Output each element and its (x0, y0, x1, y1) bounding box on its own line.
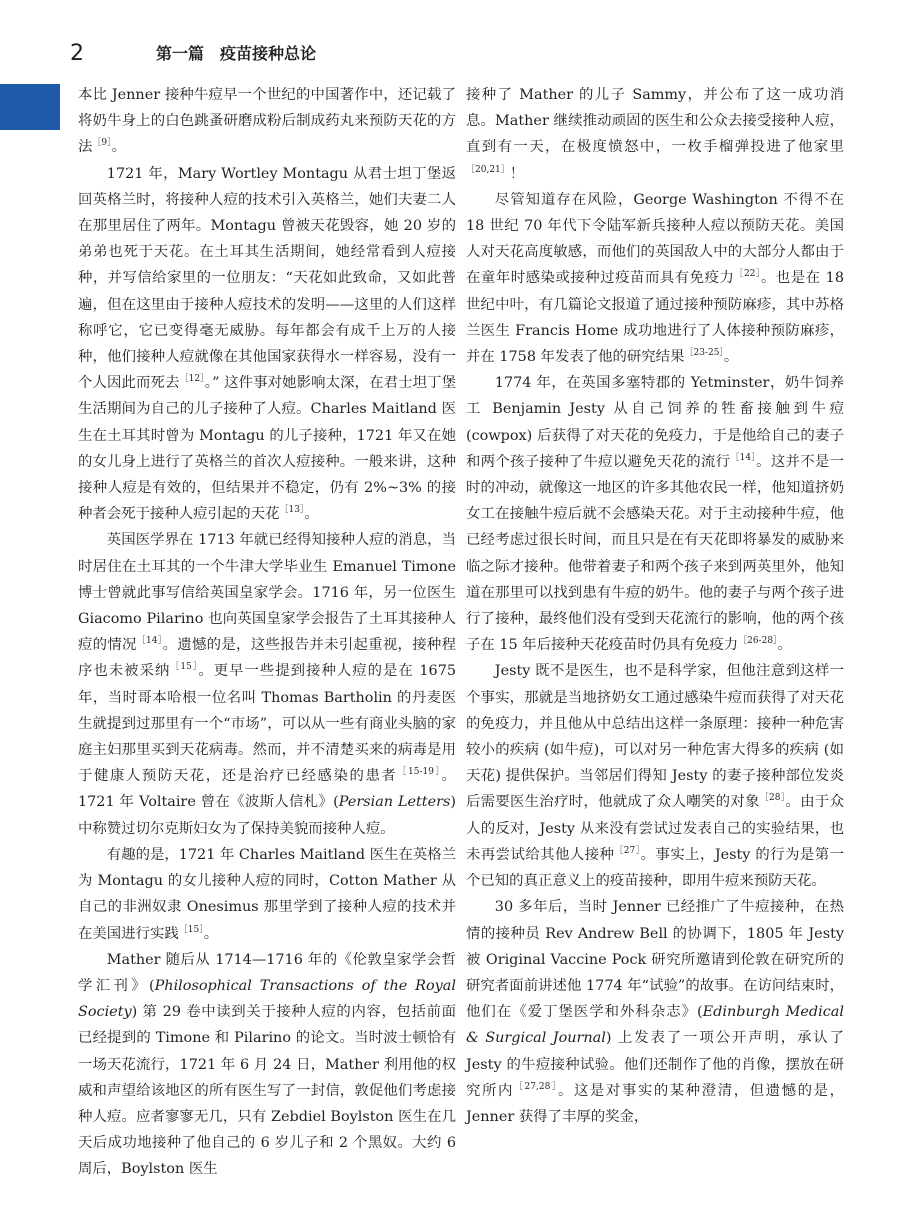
citation: ［20,21］ (466, 164, 510, 175)
citation: ［27,28］ (513, 1081, 558, 1092)
citation: ［26-28］ (738, 636, 778, 647)
paragraph: 1774 年，在英国多塞特郡的 Yetminster，奶牛饲养工 Benjamin Jesty 从自己饲养的牲畜接触到牛痘 (cowpox) 后获得了对天花的免疫力，于是他给自己的妻子和两个孩子接种了牛痘以避免天花的流行$^{[14]}$。这并不是一时的冲动，就像这一地区的许多其他农民一样，他知道挤奶女工在接触牛痘后就不会感染天花。对于主动接种牛痘，他已经考虑过很长时间，而且只是在有天花即将暴发的威胁来临之际才接种。他带着妻子和两个孩子来到两英里外，他知道在那里可以找到患有牛痘的奶牛。他的妻子与两个孩子进行了接种，最终他们没有受到天花流行的影响，他的两个孩子在 15 年后接种天花疫苗时仍具有免疫力$^{[26-28]}$。 (466, 375, 844, 654)
left-column (78, 82, 456, 1183)
paragraph: 英国医学界在 1713 年就已经得知接种人痘的消息，当时居住在土耳其的一个牛津大学毕业生 Emanuel Timone 博士曾就此事写信给英国皇家学会。1716 年，另一位医生 Giacomo Pilarino 也向英国皇家学会报告了土耳其接种人痘的情况$^{[14]}$。遗憾的是，这些报告并未引起重视，接种程序也未被采纳$^{[15]}$。更早一些提到接种人痘的是在 1675 年，当时哥本哈根一位名叫 Thomas Bartholin 的丹麦医生就提到过那里有一个“市场”，可以从一些有商业头脑的家庭主妇那里买到天花病毒。然而，并不清楚买来的病毒是用于健康人预防天花，还是治疗已经感染的患者$^{[15-19]}$。1721 年 Voltaire 曾在《波斯人信札》(Persian Letters) 中称赞过切尔克斯妇女为了保持美貌而接种人痘。 (78, 532, 457, 837)
citation: ［14］ (730, 453, 757, 464)
citation: ［15］ (170, 662, 199, 673)
citation: ［15］ (178, 924, 204, 935)
chapter-tab-marker (0, 84, 60, 130)
citation: ［27］ (614, 846, 641, 857)
page-number: 2 (70, 41, 84, 66)
page-header (70, 40, 860, 74)
citation: ［9］ (92, 138, 112, 149)
paragraph: 有趣的是，1721 年 Charles Maitland 医生在英格兰为 Montagu 的女儿接种人痘的同时，Cotton Mather 从自己的非洲奴隶 Onesimus 那里学到了接种人痘的技术并在美国进行实践$^{[15]}$。 (78, 846, 457, 942)
italic-title: Edinburgh Medical & Surgical Journal (466, 1004, 844, 1047)
citation: ［12］ (179, 374, 205, 385)
paragraph: 1721 年，Mary Wortley Montagu 从君士坦丁堡返回英格兰时，将接种人痘的技术引入英格兰，她们夫妻二人在那里居住了两年。Montagu 曾被天花毁容，她 20 岁的弟弟也死于天花。在土耳其生活期间，她经常看到人痘接种，并写信给家里的一位朋友：“天花如此致命，又如此普遍，但在这里由于接种人痘技术的发明——这里的人们这样称呼它，它已变得毫无威胁。每年都会有成千上万的人接种，他们接种人痘就像在其他国家获得水一样容易，没有一个人因此而死去$^{[12]}$。” 这件事对她影响太深，在君士坦丁堡生活期间为自己的儿子接种了人痘。Charles Maitland 医生在土耳其时曾为 Montagu 的儿子接种，1721 年又在她的女儿身上进行了英格兰的首次人痘接种。一般来讲，这种接种人痘是有效的，但结果并不稳定，仍有 2%~3% 的接种者会死于接种人痘引起的天花$^{[13]}$。 (78, 165, 456, 523)
paragraph: 本比 Jenner 接种牛痘早一个世纪的中国著作中，还记载了将奶牛身上的白色跳蚤研磨成粉后制成药丸来预防天花的方法$^{[9]}$。 (78, 87, 456, 156)
italic-title: Philosophical Transactions of the Royal Society (78, 977, 456, 1021)
citation: ［15-19］ (397, 767, 442, 778)
citation: ［13］ (279, 505, 305, 516)
paragraph: 30 多年后，当时 Jenner 已经推广了牛痘接种，在热情的接种员 Rev Andrew Bell 的协调下，1805 年 Jesty 被 Original Vaccine Pock 研究所邀请到伦敦在研究所的研究者面前讲述他 1774 年“试验”的故事。在访问结束时，他们在《爱丁堡医学和外科杂志》(Edinburgh Medical & Surgical Journal) 上发表了一项公开声明，承认了 Jesty 的牛痘接种试验。他们还制作了他的肖像，摆放在研究所内$^{[27,28]}$。这是对事实的某种澄清，但遗憾的是，Jenner 获得了丰厚的奖金， (466, 899, 844, 1125)
citation: ［22］ (734, 269, 761, 280)
paragraph: 尽管知道存在风险，George Washington 不得不在 18 世纪 70 年代下令陆军新兵接种人痘以预防天花。美国人对天花高度敏感，而他们的英国敌人中的大部分人都由于在童年时感染或接种过疫苗而具有免疫力$^{[22]}$。也是在 18 世纪中叶，有几篇论文报道了通过接种预防麻疹，其中苏格兰医生 Francis Home 成功地进行了人体接种预防麻疹，并在 1758 年发表了他的研究结果$^{[23-25]}$。 (466, 191, 844, 366)
right-column (466, 82, 844, 1130)
italic-title: Persian Letters (338, 794, 451, 811)
citation: ［28］ (759, 793, 786, 804)
paragraph: 接种了 Mather 的儿子 Sammy，并公布了这一成功消息。Mather 继续推动顽固的医生和公众去接受接种人痘，直到有一天，在极度愤怒中，一枚手榴弹投进了他家里$^{[20,21]}$！ (466, 87, 844, 182)
paragraph: Jesty 既不是医生，也不是科学家，但他注意到这样一个事实，那就是当地挤奶女工通过感染牛痘而获得了对天花的免疫力，并且他从中总结出这样一条原理：接种一种危害较小的疾病 (如牛痘)，可以对另一种危害大得多的疾病 (如天花) 提供保护。当邻居们得知 Jesty 的妻子接种部位发炎后需要医生治疗时，他就成了众人嘲笑的对象$^{[28]}$。由于众人的反对，Jesty 从来没有尝试过发表自己的实验结果，也未再尝试给其他人接种$^{[27]}$。事实上，Jesty 的行为是第一个已知的真正意义上的疫苗接种，即用牛痘来预防天花。 (466, 663, 844, 890)
citation: ［23-25］ (684, 348, 724, 359)
paragraph: Mather 随后从 1714—1716 年的《伦敦皇家学会哲学汇刊》(Philosophical Transactions of the Royal Society) 第 29 卷中读到关于接种人痘的内容，包括前面已经提到的 Timone 和 Pilarino 的论文。当时波士顿恰有一场天花流行，1721 年 6 月 24 日，Mather 利用他的权威和声望给该地区的所有医生写了一封信，敦促他们考虑接种人痘。应者寥寥无几，只有 Zebdiel Boylston 医生在几天后成功地接种了他自己的 6 岁儿子和 2 个黑奴。大约 6 周后，Boylston 医生 (78, 951, 456, 1178)
chapter-title: 第一篇 疫苗接种总论 (156, 44, 317, 63)
citation: ［14］ (136, 636, 163, 647)
